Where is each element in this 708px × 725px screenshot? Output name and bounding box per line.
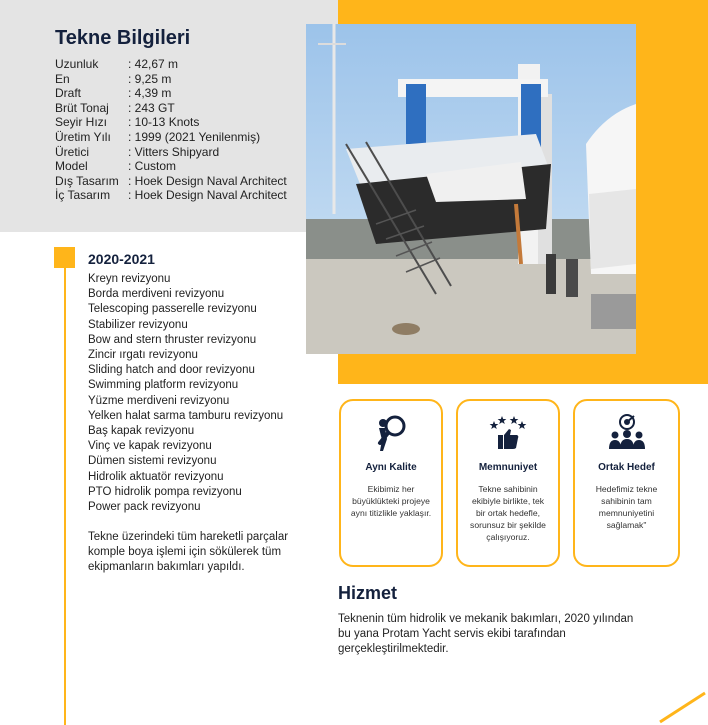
- spec-row: [55, 159, 287, 174]
- thumbs-up-stars-icon: [458, 413, 558, 453]
- spec-row: [55, 174, 287, 189]
- value-card-text: Hedefimiz tekne sahibinin tam memnuniyetini sağlamak": [595, 484, 658, 530]
- spec-value: : 243 GT: [128, 100, 175, 115]
- work-item: Power pack revizyonu: [88, 501, 201, 514]
- spec-value: : 42,67 m: [128, 57, 179, 71]
- timeline-marker: [54, 247, 75, 268]
- corner-decoration: [650, 690, 708, 725]
- spec-row: [55, 72, 287, 87]
- work-item: Yelken halat sarma tamburu revizyonu: [88, 409, 284, 422]
- spec-row: [55, 130, 287, 145]
- value-card-title: Memnuniyet: [478, 462, 538, 473]
- value-card-title: Ortak Hedef: [598, 462, 655, 473]
- value-card-text: Ekibimiz her büyüklükteki projeye aynı titizlikle yaklaşır.: [350, 484, 432, 518]
- spec-value: : 1999 (2021 Yenilenmiş): [128, 129, 261, 144]
- spec-value: : Hoek Design Naval Architect: [128, 173, 287, 188]
- spec-key: Uzunluk: [55, 57, 99, 71]
- work-list: [88, 272, 283, 515]
- work-item: Sliding hatch and door revizyonu: [88, 364, 255, 377]
- team-target-icon: [575, 413, 678, 453]
- work-item: PTO hidrolik pompa revizyonu: [88, 485, 242, 498]
- work-item: Vinç ve kapak revizyonu: [88, 440, 212, 453]
- timeline-note: Tekne üzerindeki tüm hareketli parçalar komple boya işlemi için sökülerek tüm ekipmanların bakımları yapıldı.: [88, 531, 289, 574]
- spec-value: : Custom: [128, 159, 177, 174]
- specs-title: Tekne Bilgileri: [55, 27, 191, 49]
- value-card-title: Aynı Kalite: [365, 462, 417, 473]
- spec-value: : 9,25 m: [128, 71, 172, 86]
- spec-row: [55, 101, 287, 116]
- spec-key: Draft: [55, 86, 82, 101]
- value-card-quality: [339, 399, 443, 567]
- spec-key: İç Tasarım: [55, 188, 111, 203]
- specs-table: [55, 57, 287, 203]
- work-item: Yüzme merdiveni revizyonu: [88, 394, 230, 407]
- spec-value: : Vitters Shipyard: [128, 144, 220, 159]
- spec-key: Brüt Tonaj: [55, 100, 109, 115]
- spec-value: : 10-13 Knots: [128, 115, 200, 130]
- spec-key: Seyir Hızı: [55, 115, 108, 130]
- spec-key: Dış Tasarım: [55, 173, 119, 188]
- work-item: Baş kapak revizyonu: [88, 425, 195, 438]
- spec-row: [55, 57, 287, 72]
- spec-key: Model: [55, 159, 88, 174]
- work-item: Swimming platform revizyonu: [88, 379, 239, 392]
- work-item: Telescoping passerelle revizyonu: [88, 303, 257, 316]
- work-item: Hidrolik aktuatör revizyonu: [88, 470, 224, 483]
- spec-row: [55, 188, 287, 203]
- value-card-text: Tekne sahibinin ekibiyle birlikte, tek bir ortak hedefle, sorunsuz bir şekilde çalışıyoruz.: [470, 484, 546, 542]
- work-item: Stabilizer revizyonu: [88, 318, 188, 331]
- timeline-year: 2020-2021: [88, 251, 155, 267]
- spec-value: : 4,39 m: [128, 86, 172, 101]
- timeline-line: [64, 262, 66, 725]
- spec-key: Üretim Yılı: [55, 129, 111, 144]
- work-item: Zincir ırgatı revizyonu: [88, 349, 198, 362]
- spec-key: En: [55, 71, 70, 86]
- spec-row: [55, 115, 287, 130]
- spec-row: [55, 86, 287, 101]
- spec-key: Üretici: [55, 144, 90, 159]
- yacht-photo: [306, 24, 636, 354]
- spec-row: [55, 145, 287, 160]
- service-title: Hizmet: [338, 583, 398, 603]
- work-item: Kreyn revizyonu: [88, 273, 171, 285]
- value-card-common-goal: [573, 399, 680, 567]
- quality-magnifier-icon: [341, 413, 441, 453]
- spec-value: : Hoek Design Naval Architect: [128, 188, 287, 203]
- value-card-satisfaction: [456, 399, 560, 567]
- work-item: Bow and stern thruster revizyonu: [88, 333, 257, 346]
- service-text: Teknenin tüm hidrolik ve mekanik bakımları, 2020 yılından bu yana Protam Yacht servis ekibi tarafından gerçekleştirilmektedir.: [338, 613, 634, 656]
- work-item: Borda merdiveni revizyonu: [88, 288, 225, 301]
- work-item: Dümen sistemi revizyonu: [88, 455, 217, 468]
